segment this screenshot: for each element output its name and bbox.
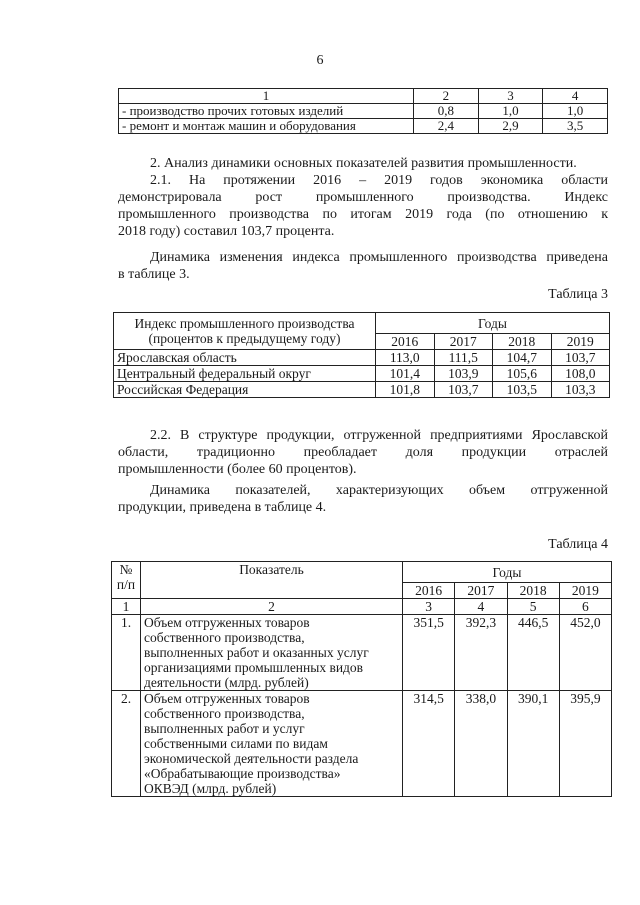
table-row [112, 691, 612, 797]
table-cell: 314,5 [403, 691, 455, 797]
table-header-cell: 1 [119, 89, 414, 104]
industrial-index-table [113, 312, 610, 398]
table-header-row [114, 313, 610, 334]
paragraph-line: в таблице 3. [118, 267, 190, 282]
paragraph-line: 2018 году) составил 103,7 процента. [118, 224, 335, 239]
year-cell: 2019 [551, 334, 610, 350]
paragraph-line: продукции, приведена в таблице 4. [118, 500, 327, 515]
year-cell: 2018 [493, 334, 552, 350]
table-index-row [112, 599, 612, 615]
table-cell: 446,5 [507, 615, 559, 691]
table-cell: 3,5 [543, 119, 608, 134]
table-row [112, 615, 612, 691]
shipped-products-table [111, 561, 612, 797]
row-label-line: организациями промышленных видов [144, 660, 364, 675]
row-label-line: «Обрабатывающие производства» [144, 766, 341, 781]
year-cell: 2019 [559, 583, 611, 599]
section-heading: 2. Анализ динамики основных показателей развития промышленности. [150, 156, 577, 171]
table-row [119, 104, 608, 119]
table-caption: Таблица 4 [548, 537, 608, 552]
years-header: Годы [376, 313, 610, 334]
table-cell: 1,0 [478, 104, 543, 119]
header-label-line: (процентов к предыдущему году) [148, 331, 341, 346]
paragraph-line: Динамика показателей, характеризующих объем отгруженной [150, 483, 608, 498]
paragraph-line: 2.2. В структуре продукции, отгруженной предприятиями Ярославской [150, 428, 608, 443]
table-cell: 395,9 [559, 691, 611, 797]
year-cell: 2017 [455, 583, 507, 599]
table-cell: 108,0 [551, 366, 610, 382]
row-label-line: собственного производства, [144, 706, 305, 721]
index-cell: 6 [559, 599, 611, 615]
table-header-row [112, 562, 612, 583]
table-header-row [119, 89, 608, 104]
col-no-line: № [119, 562, 133, 577]
row-label-line: ОКВЭД (млрд. рублей) [144, 781, 277, 796]
table-cell: 105,6 [493, 366, 552, 382]
year-cell: 2016 [403, 583, 455, 599]
row-label: Российская Федерация [114, 382, 376, 398]
col-indicator-header: Показатель [141, 562, 403, 599]
row-label-line: собственными силами по видам [144, 736, 328, 751]
table-cell: 338,0 [455, 691, 507, 797]
paragraph-line: Динамика изменения индекса промышленного производства приведена [150, 250, 608, 265]
row-label-line: Объем отгруженных товаров [144, 691, 310, 706]
row-label: - производство прочих готовых изделий [119, 104, 414, 119]
year-cell: 2017 [434, 334, 493, 350]
year-cell: 2016 [376, 334, 435, 350]
page-number: 6 [316, 53, 324, 68]
table-cell: 104,7 [493, 350, 552, 366]
header-label-line: Индекс промышленного производства [134, 316, 355, 331]
header-label-cell [114, 313, 376, 350]
continuation-table [118, 88, 608, 134]
row-label: Ярославская область [114, 350, 376, 366]
table-cell: 101,8 [376, 382, 435, 398]
row-label [141, 691, 403, 797]
table-cell: 2,4 [414, 119, 479, 134]
row-number: 2. [112, 691, 141, 797]
table-header-cell: 2 [414, 89, 479, 104]
paragraph-line: демонстрировала рост промышленного производства. Индекс [118, 190, 608, 205]
table-cell: 103,3 [551, 382, 610, 398]
table-cell: 0,8 [414, 104, 479, 119]
table-cell: 2,9 [478, 119, 543, 134]
col-no-line: п/п [116, 577, 136, 592]
paragraph-line: промышленности (более 60 процентов). [118, 462, 357, 477]
table-cell: 103,5 [493, 382, 552, 398]
row-label [141, 615, 403, 691]
row-number: 1. [112, 615, 141, 691]
year-cell: 2018 [507, 583, 559, 599]
row-label-line: Объем отгруженных товаров [144, 615, 310, 630]
table-row [119, 119, 608, 134]
table-cell: 103,9 [434, 366, 493, 382]
table-cell: 392,3 [455, 615, 507, 691]
table-header-cell: 3 [478, 89, 543, 104]
table-header-cell: 4 [543, 89, 608, 104]
table-cell: 111,5 [434, 350, 493, 366]
index-cell: 2 [141, 599, 403, 615]
paragraph-line: промышленного производства по итогам 2019 года (по отношению к [118, 207, 608, 222]
table-row [114, 382, 610, 398]
table-cell: 452,0 [559, 615, 611, 691]
table-cell: 390,1 [507, 691, 559, 797]
row-label-line: собственного производства, [144, 630, 305, 645]
table-cell: 1,0 [543, 104, 608, 119]
row-label-line: выполненных работ и услуг [144, 721, 305, 736]
row-label-line: выполненных работ и оказанных услуг [144, 645, 369, 660]
table-cell: 101,4 [376, 366, 435, 382]
index-cell: 5 [507, 599, 559, 615]
table-row [114, 350, 610, 366]
years-header: Годы [403, 562, 612, 583]
row-label: - ремонт и монтаж машин и оборудования [119, 119, 414, 134]
paragraph-line: 2.1. На протяжении 2016 – 2019 годов экономика области [150, 173, 608, 188]
row-label: Центральный федеральный округ [114, 366, 376, 382]
index-cell: 3 [403, 599, 455, 615]
table-cell: 103,7 [434, 382, 493, 398]
table-cell: 113,0 [376, 350, 435, 366]
table-row [114, 366, 610, 382]
paragraph-line: области, традиционно преобладает доля продукции отраслей [118, 445, 608, 460]
table-cell: 103,7 [551, 350, 610, 366]
table-caption: Таблица 3 [548, 287, 608, 302]
row-label-line: экономической деятельности раздела [144, 751, 359, 766]
col-no-header [112, 562, 141, 599]
row-label-line: деятельности (млрд. рублей) [144, 675, 309, 690]
index-cell: 1 [112, 599, 141, 615]
index-cell: 4 [455, 599, 507, 615]
table-cell: 351,5 [403, 615, 455, 691]
